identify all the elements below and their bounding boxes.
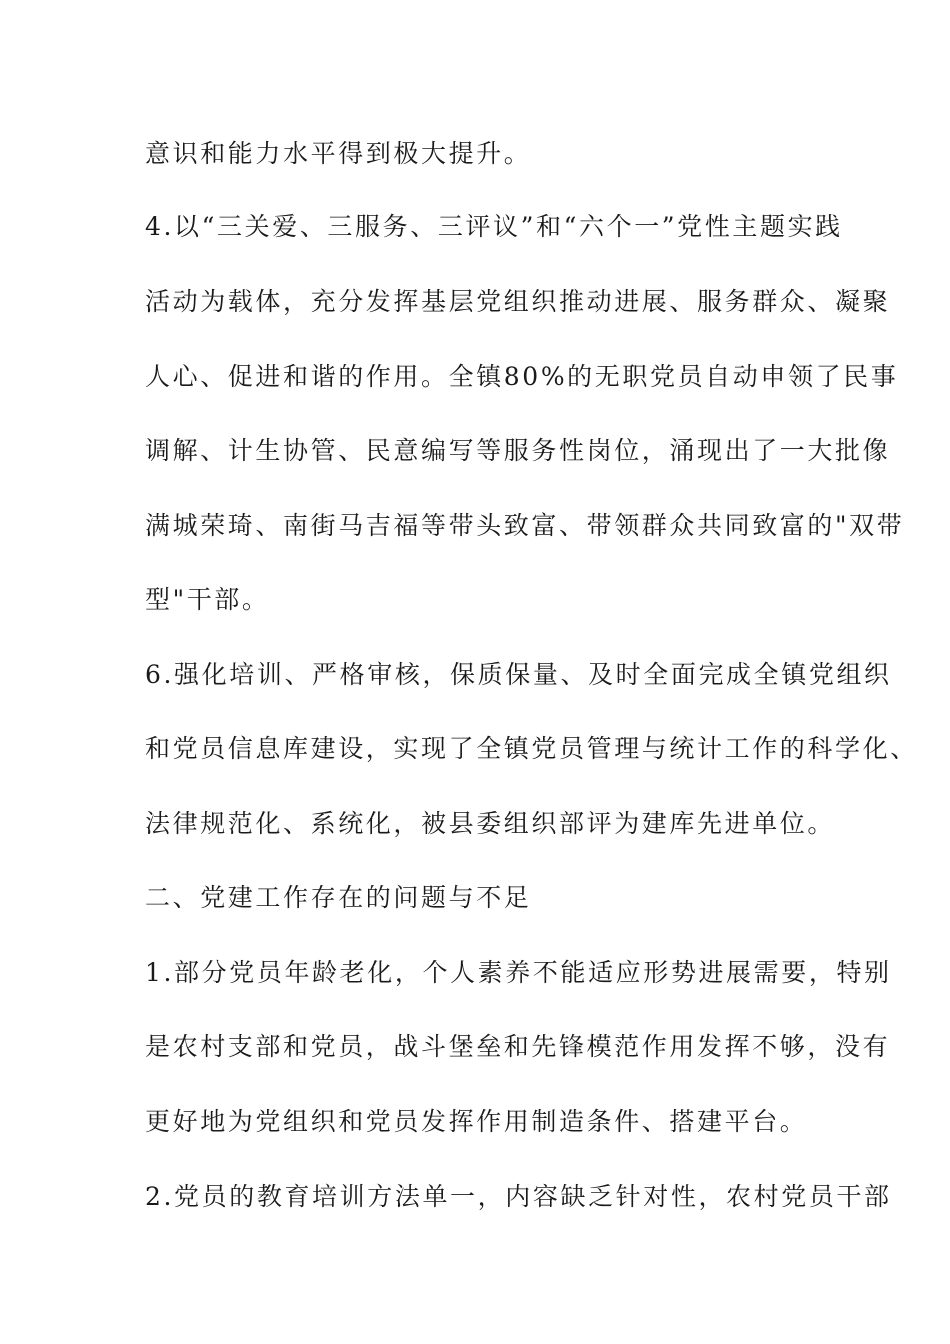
list-item-4-line: 4.以“三关爱、三服务、三评议”和“六个一”党性主题实践 — [145, 212, 843, 241]
list-item-6-line: 6.强化培训、严格审核，保质保量、及时全面完成全镇党组织 — [145, 660, 892, 689]
body-text-line: 更好地为党组织和党员发挥作用制造条件、搭建平台。 — [145, 1107, 808, 1136]
body-text-line: 和党员信息库建设，实现了全镇党员管理与统计工作的科学化、 — [145, 734, 918, 763]
section-heading: 二、党建工作存在的问题与不足 — [145, 883, 532, 912]
body-text-line: 是农村支部和党员，战斗堡垒和先锋模范作用发挥不够，没有 — [145, 1032, 891, 1061]
list-item-1-line: 1.部分党员年龄老化，个人素养不能适应形势进展需要，特别 — [145, 958, 892, 987]
body-text-line: 法律规范化、系统化，被县委组织部评为建库先进单位。 — [145, 809, 836, 838]
list-item-2-line: 2.党员的教育培训方法单一，内容缺乏针对性，农村党员干部 — [145, 1182, 892, 1211]
body-text-line: 调解、计生协管、民意编写等服务性岗位，涌现出了一大批像 — [145, 436, 891, 465]
body-text-line: 人心、促进和谐的作用。全镇80%的无职党员自动申领了民事 — [145, 362, 899, 391]
body-text-line: 意识和能力水平得到极大提升。 — [145, 139, 532, 168]
body-text-line: 满城荣琦、南街马吉福等带头致富、带领群众共同致富的"双带 — [145, 511, 905, 540]
body-text-line: 活动为载体，充分发挥基层党组织推动进展、服务群众、凝聚 — [145, 287, 891, 316]
body-text-line: 型"干部。 — [145, 585, 270, 614]
